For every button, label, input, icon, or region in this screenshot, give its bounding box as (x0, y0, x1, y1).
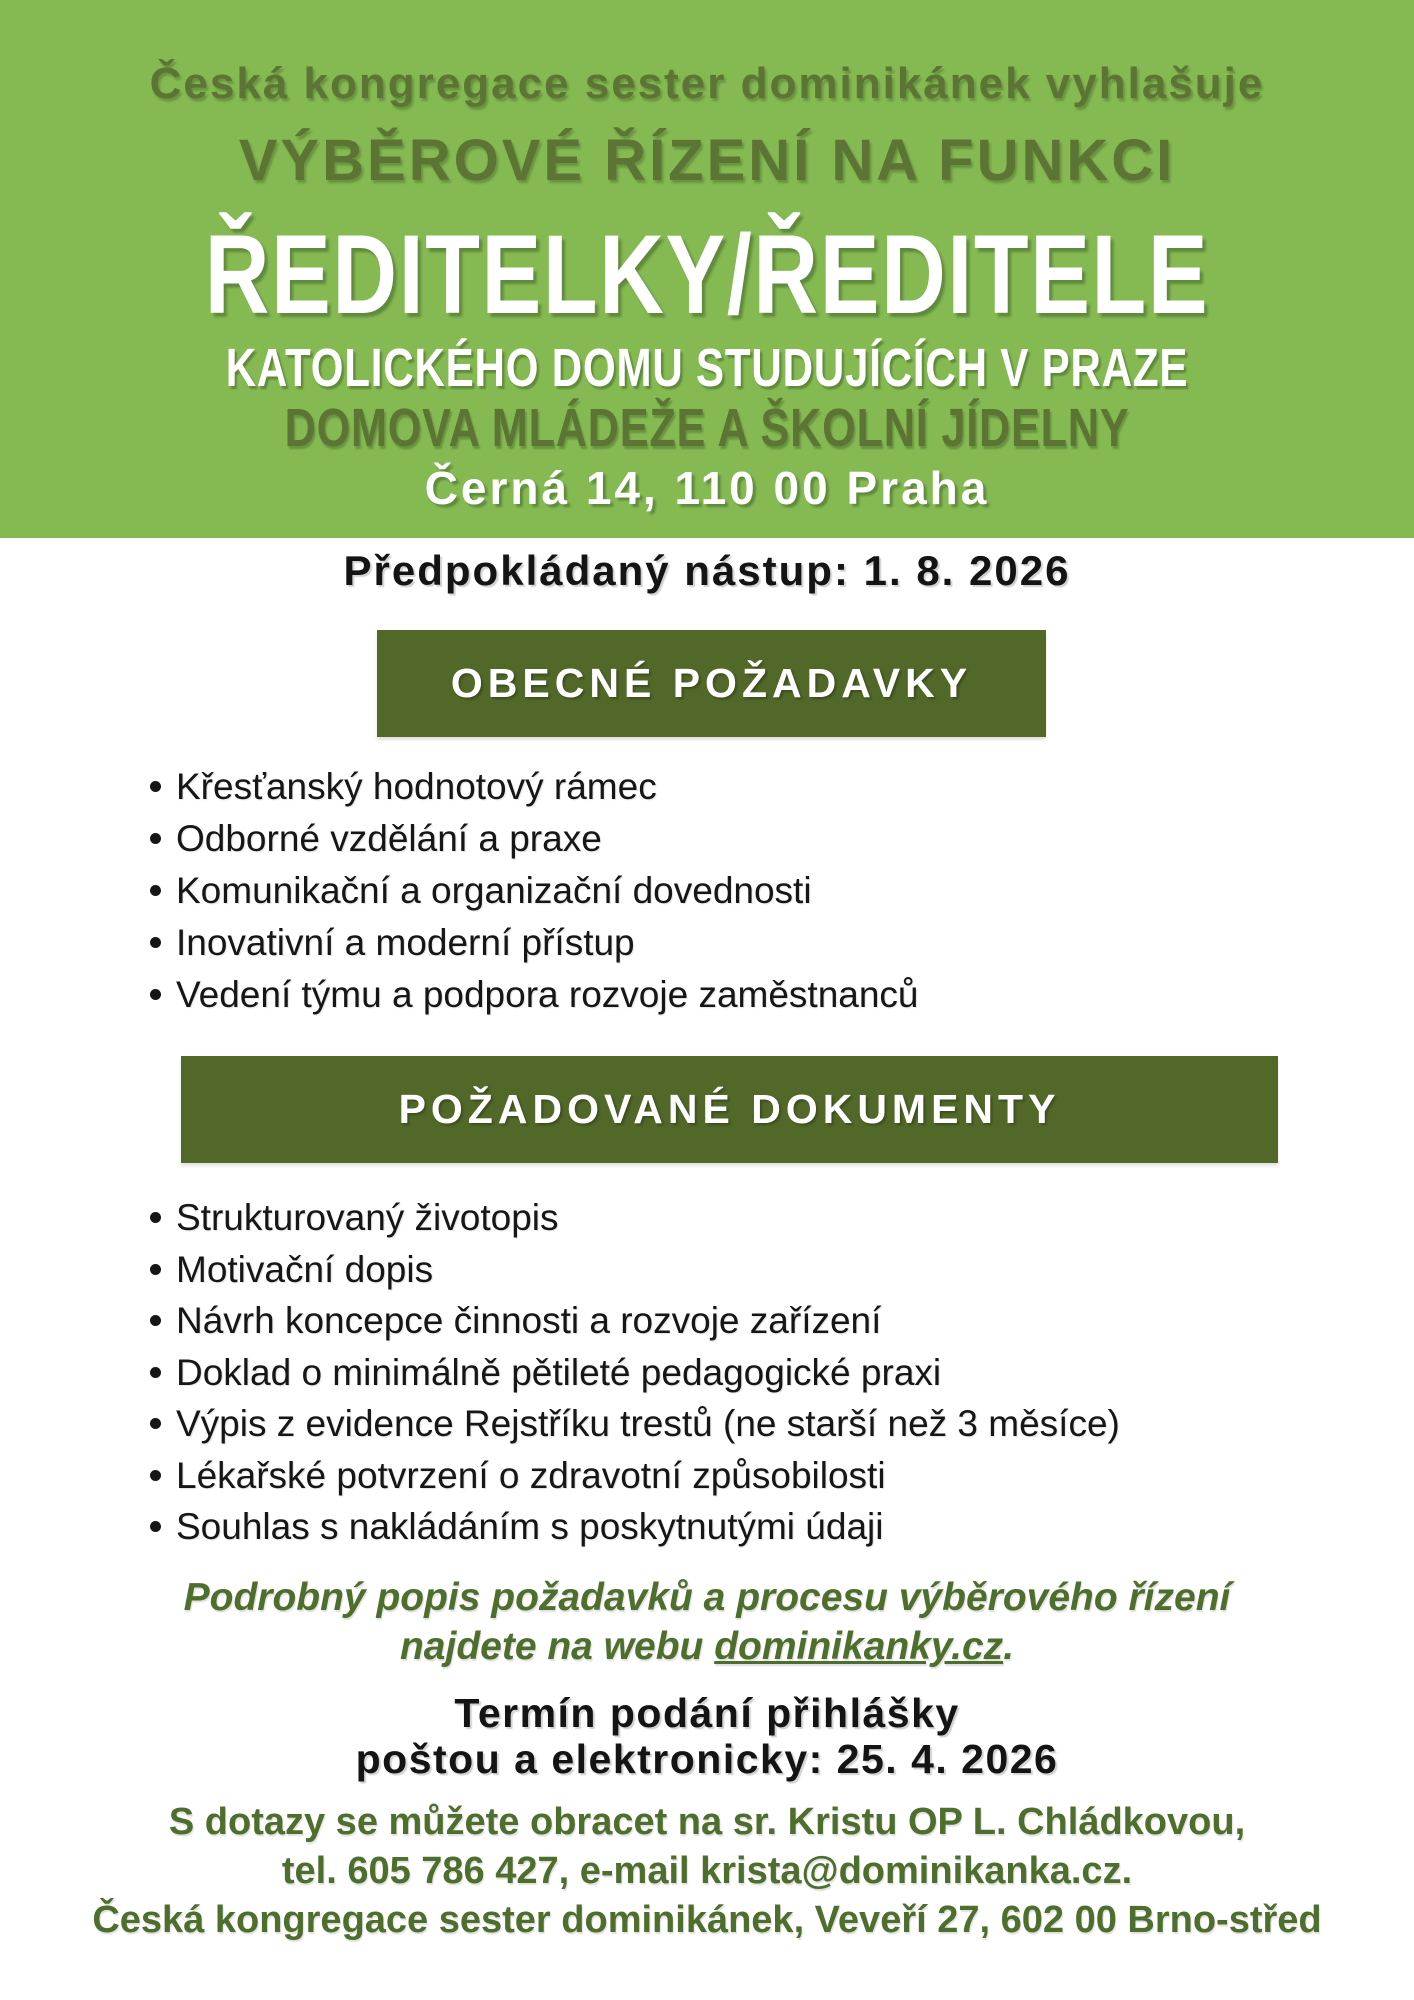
list-item: Výpis z evidence Rejstříku trestů (ne starší než 3 měsíce) (176, 1398, 1414, 1450)
list-item: Doklad o minimálně pětileté pedagogické praxi (176, 1347, 1414, 1399)
header-band (0, 0, 1414, 538)
note-line-1: Podrobný popis požadavků a procesu výběrového řízení (183, 1576, 1231, 1619)
required-documents-list (0, 1192, 1414, 1553)
list-item: Souhlas s nakládáním s poskytnutými údaji (176, 1501, 1414, 1553)
list-item: Komunikační a organizační dovednosti (176, 865, 1414, 917)
note-line-2-suffix: . (1003, 1625, 1015, 1668)
congregation-address-line: Česká kongregace sester dominikánek, Veveří 27, 602 00 Brno-střed (92, 1899, 1322, 1941)
institution-address: Černá 14, 110 00 Praha (424, 462, 990, 514)
section-banner-required-documents (181, 1056, 1278, 1163)
details-note (0, 1573, 1414, 1671)
list-item: Křesťanský hodnotový rámec (176, 761, 1414, 813)
institution-line-2: DOMOVA MLÁDEŽE A ŠKOLNÍ JÍDELNY (284, 398, 1130, 458)
deadline-line-1: Termín podání přihlášky (454, 1690, 960, 1736)
deadline-line-2: poštou a elektronicky: 25. 4. 2026 (355, 1736, 1059, 1782)
start-date-line: Předpokládaný nástup: 1. 8. 2026 (343, 547, 1071, 594)
list-item: Motivační dopis (176, 1244, 1414, 1296)
note-line-2 (0, 1622, 1414, 1671)
section-banner-general-requirements (377, 630, 1046, 737)
list-item: Strukturovaný životopis (176, 1192, 1414, 1244)
announcer-line: Česká kongregace sester dominikánek vyhlašuje (149, 59, 1265, 108)
list-item: Vedení týmu a podpora rozvoje zaměstnanců (176, 969, 1414, 1021)
list-item: Odborné vzdělání a praxe (176, 813, 1414, 865)
note-line-2-prefix: najdete na webu (399, 1625, 715, 1668)
list-item: Návrh koncepce činnosti a rozvoje zařízení (176, 1295, 1414, 1347)
section-heading: POŽADOVANÉ DOKUMENTY (398, 1086, 1061, 1132)
list-item: Inovativní a moderní přístup (176, 917, 1414, 969)
contact-footer (0, 1798, 1414, 1945)
application-deadline (0, 1690, 1414, 1782)
website-link[interactable]: dominikanky.cz (714, 1625, 1004, 1668)
list-item: Lékařské potvrzení o zdravotní způsobilosti (176, 1450, 1414, 1502)
section-heading: OBECNÉ POŽADAVKY (450, 660, 973, 706)
institution-line-1: KATOLICKÉHO DOMU STUDUJÍCÍCH V PRAZE (225, 338, 1189, 398)
general-requirements-list (0, 761, 1414, 1021)
announcement-subtitle: VÝBĚROVÉ ŘÍZENÍ NA FUNKCI (238, 128, 1176, 193)
page-title: ŘEDITELKY/ŘEDITELE (204, 212, 1210, 337)
contact-phone-email-line: tel. 605 786 427, e-mail krista@dominikanka.cz. (281, 1850, 1133, 1892)
contact-person-line: S dotazy se můžete obracet na sr. Kristu OP L. Chládkovou, (168, 1801, 1246, 1843)
